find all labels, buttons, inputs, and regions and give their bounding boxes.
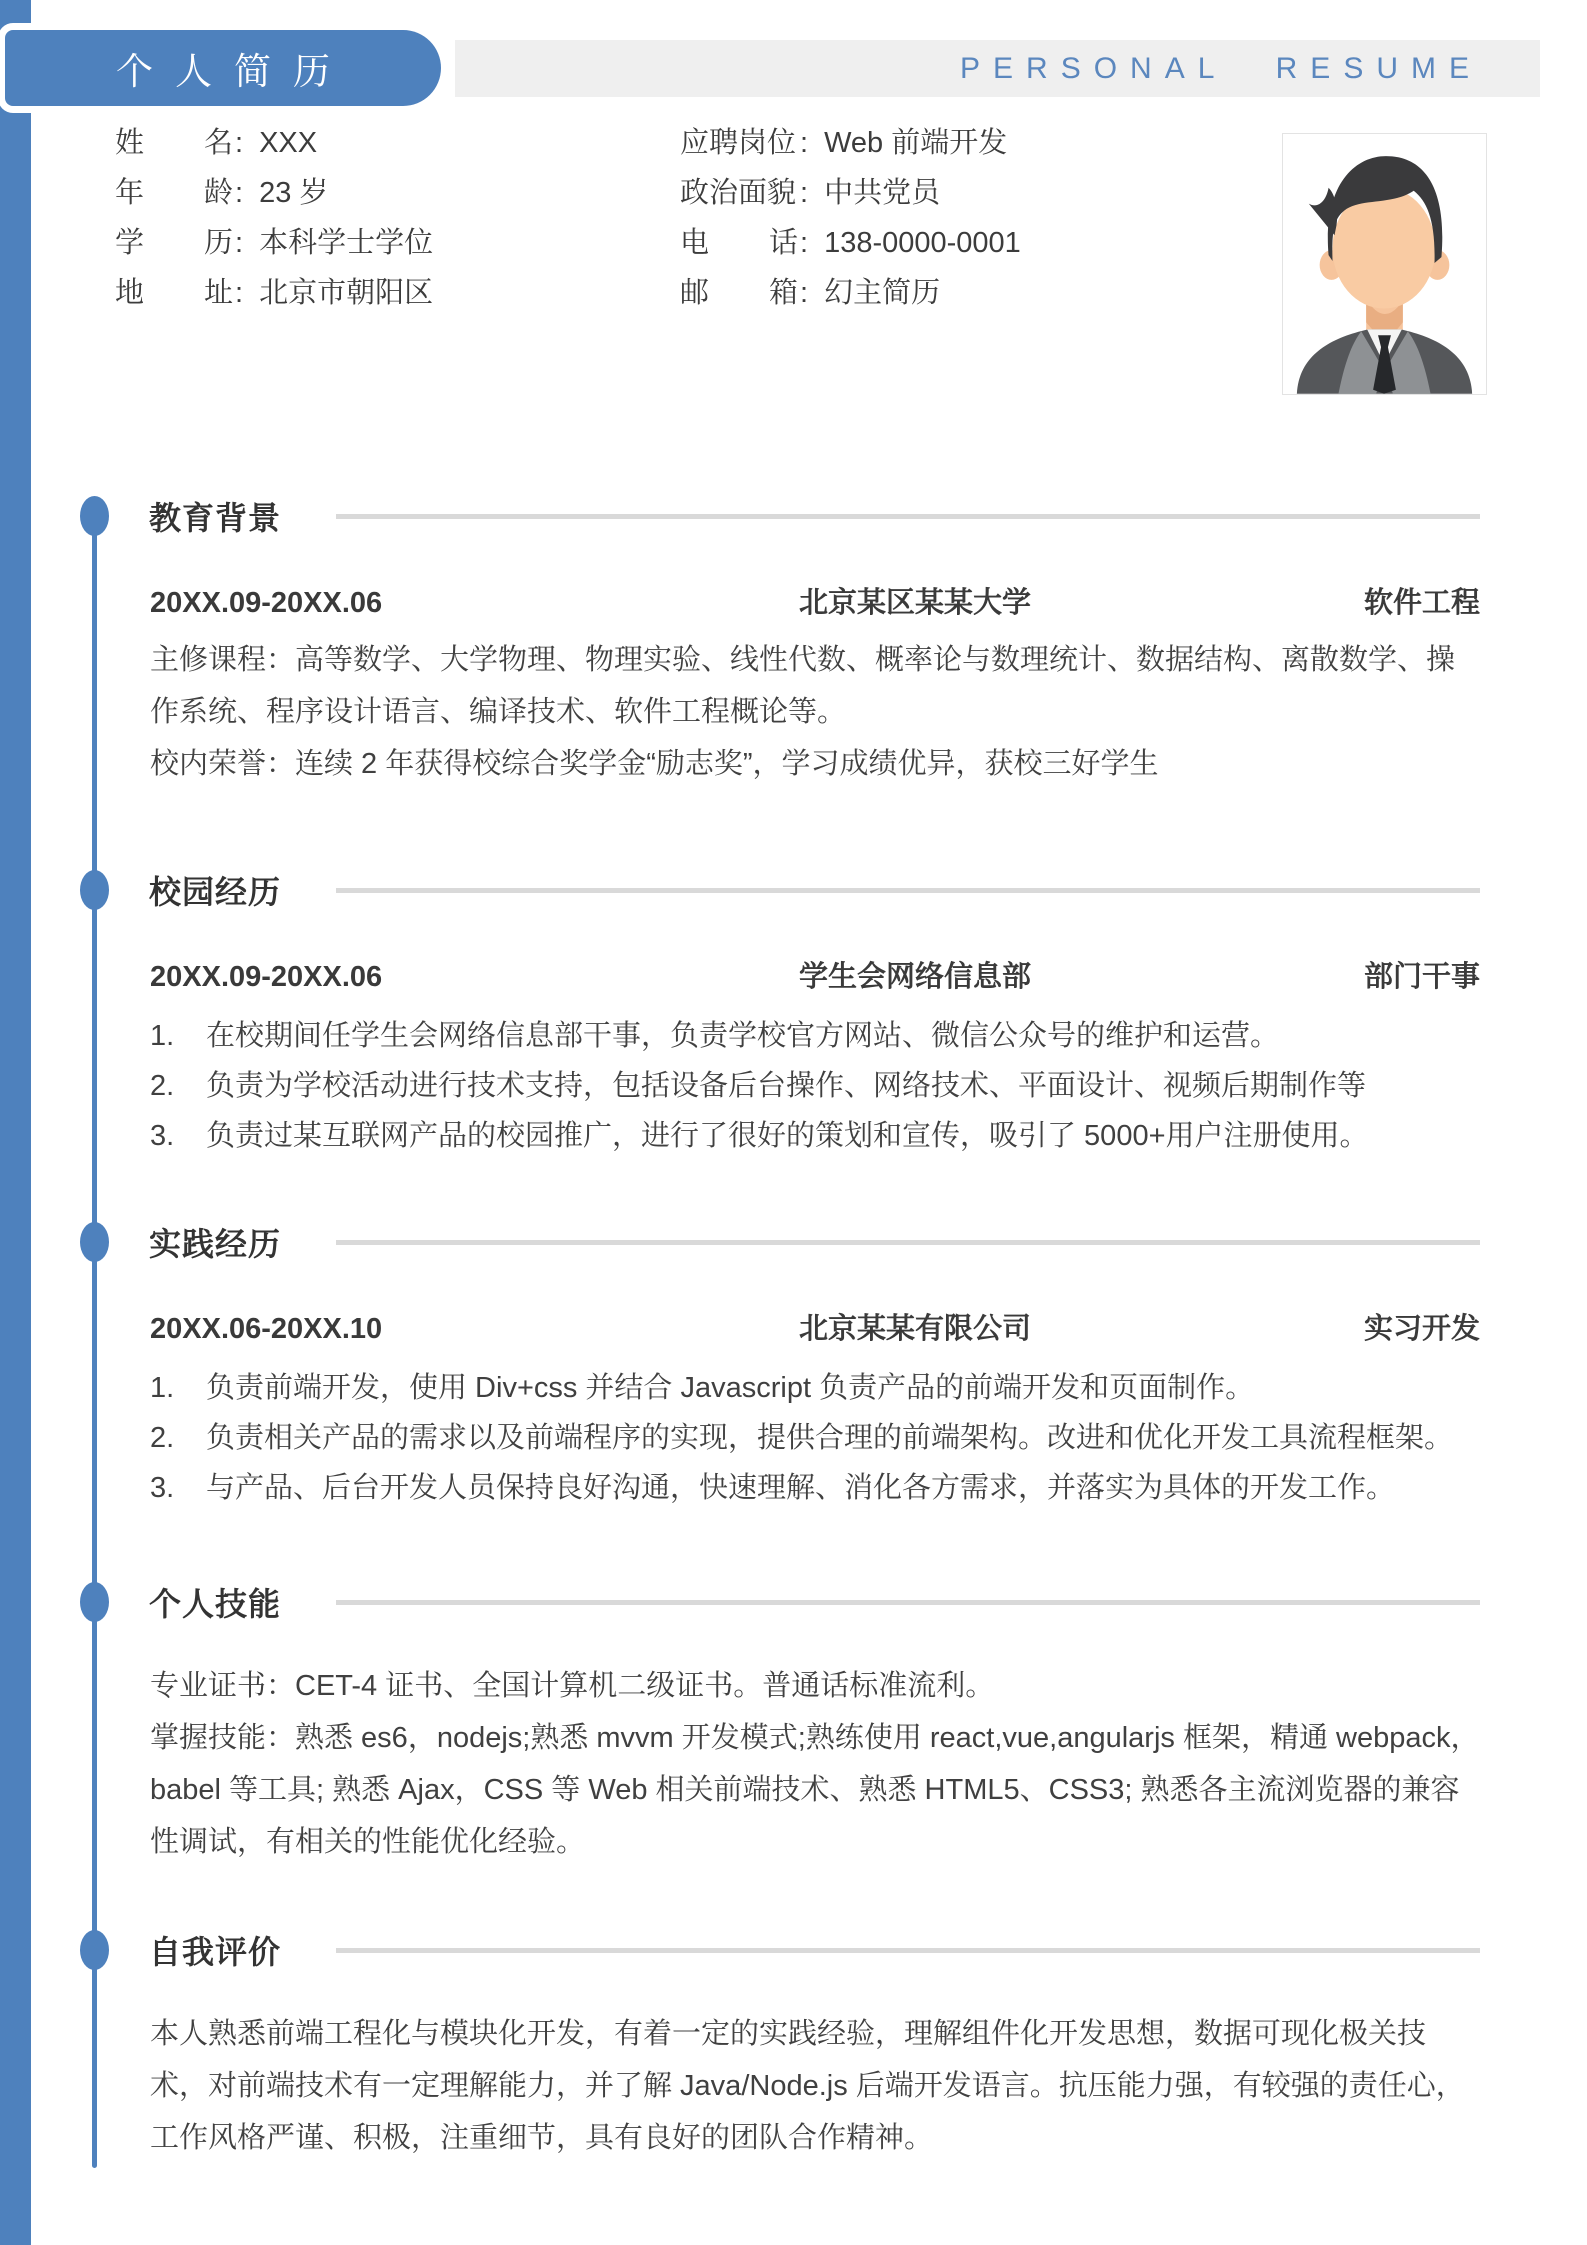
label-colon: :	[235, 277, 244, 309]
english-title-bar	[455, 40, 1540, 97]
skills-mastery: 掌握技能：熟悉 es6，nodejs;熟悉 mvvm 开发模式;熟练使用 react,vue,angularjs 框架，精通 webpack，babel 等工具; 熟悉 Ajax，CSS 等 Web 相关前端技术、熟悉 HTML5、CSS3; 熟悉各主流浏览器的兼容性调试，有相关的性能优化经验。	[150, 1722, 1480, 1858]
education-details	[150, 634, 1480, 790]
resume-sections	[0, 492, 1587, 2164]
section-title: 自我评价	[149, 1934, 282, 1970]
field-value: 中共党员	[824, 177, 941, 209]
organization: 学生会网络信息部	[798, 961, 1031, 993]
item-number: 1.	[150, 1020, 175, 1052]
timeline-dot-icon	[80, 496, 109, 536]
info-row-position	[680, 120, 1255, 159]
resume-title-pill	[5, 30, 441, 106]
section-body	[150, 954, 1480, 1156]
experience-item-list	[150, 1016, 1480, 1156]
list-item	[150, 1116, 1480, 1156]
experience-row	[150, 954, 1480, 994]
field-label: 姓 名	[115, 127, 233, 159]
section-title: 个人技能	[149, 1586, 282, 1622]
info-row-name	[115, 120, 680, 159]
timeline-dot-icon	[80, 1930, 109, 1970]
item-text: 在校期间任学生会网络信息部干事，负责学校官方网站、微信公众号的维护和运营。	[206, 1020, 1280, 1052]
section-practice-experience	[0, 1218, 1587, 1508]
field-value: 北京市朝阳区	[259, 277, 434, 309]
item-text: 负责为学校活动进行技术支持，包括设备后台操作、网络技术、平面设计、视频后期制作等	[206, 1070, 1367, 1102]
id-photo-frame	[1282, 133, 1487, 395]
section-header	[0, 492, 1587, 540]
organization: 北京某区某某大学	[798, 587, 1031, 619]
item-number: 1.	[150, 1372, 175, 1404]
timeline-dot-icon	[80, 870, 109, 910]
item-text: 负责相关产品的需求以及前端程序的实现，提供合理的前端架构。改进和优化开发工具流程框架。	[206, 1422, 1454, 1454]
section-header	[0, 1218, 1587, 1266]
experience-row	[150, 580, 1480, 620]
item-number: 3.	[150, 1472, 175, 1504]
timeline-dot-icon	[80, 1222, 109, 1262]
male-avatar-illustration	[1283, 134, 1486, 394]
info-row-political	[680, 170, 1255, 209]
section-body	[150, 2008, 1480, 2164]
education-courses: 主修课程：高等数学、大学物理、物理实验、线性代数、概率论与数理统计、数据结构、离散数学、操作系统、程序设计语言、编译技术、软件工程概论等。	[150, 644, 1456, 728]
section-body	[150, 580, 1480, 790]
role: 软件工程	[1363, 587, 1480, 619]
section-divider	[336, 1240, 1480, 1245]
item-text: 负责前端开发，使用 Div+css 并结合 Javascript 负责产品的前端开发和页面制作。	[206, 1372, 1255, 1404]
period: 20XX.09-20XX.06	[150, 587, 383, 619]
label-colon: :	[800, 277, 809, 309]
field-label: 政治面貌	[680, 177, 797, 209]
field-label: 年 龄	[115, 177, 233, 209]
field-label: 邮 箱	[680, 277, 798, 309]
page-title: 个人简历	[116, 51, 352, 92]
item-number: 2.	[150, 1070, 175, 1102]
field-label: 学 历	[115, 227, 233, 259]
field-value: Web 前端开发	[824, 127, 1008, 159]
info-row-degree	[115, 220, 680, 259]
label-colon: :	[800, 127, 809, 159]
evaluation-details	[150, 2008, 1480, 2164]
label-colon: :	[800, 227, 809, 259]
education-honors: 校内荣誉：连续 2 年获得校综合奖学金“励志奖”，学习成绩优异，获校三好学生	[150, 748, 1159, 780]
period: 20XX.06-20XX.10	[150, 1313, 383, 1345]
experience-row	[150, 1306, 1480, 1346]
info-column-right	[680, 120, 1255, 309]
role: 实习开发	[1363, 1313, 1480, 1345]
list-item	[150, 1016, 1480, 1056]
label-colon: :	[235, 177, 244, 209]
period: 20XX.09-20XX.06	[150, 961, 383, 993]
info-row-age	[115, 170, 680, 209]
field-value: 幻主简历	[824, 277, 941, 309]
section-title: 实践经历	[149, 1226, 282, 1262]
field-label: 电 话	[680, 227, 798, 259]
section-header	[0, 866, 1587, 914]
info-column-left	[115, 120, 680, 309]
evaluation-text: 本人熟悉前端工程化与模块化开发，有着一定的实践经验，理解组件化开发思想，数据可现化极关技术，对前端技术有一定理解能力，并了解 Java/Node.js 后端开发语言。抗压能力强，有较强的责任心，工作风格严谨、积极，注重细节，具有良好的团队合作精神。	[150, 2018, 1465, 2154]
field-value: 138-0000-0001	[824, 227, 1021, 259]
section-body	[150, 1306, 1480, 1508]
item-number: 3.	[150, 1120, 175, 1152]
section-divider	[336, 1600, 1480, 1605]
section-education	[0, 492, 1587, 790]
section-campus-experience	[0, 866, 1587, 1156]
experience-item-list	[150, 1368, 1480, 1508]
info-row-email	[680, 270, 1255, 309]
info-row-phone	[680, 220, 1255, 259]
personal-info	[115, 120, 1255, 309]
field-value: 23 岁	[259, 177, 329, 209]
field-value: 本科学士学位	[259, 227, 434, 259]
section-body	[150, 1660, 1480, 1868]
page-header	[0, 30, 1587, 108]
section-divider	[336, 514, 1480, 519]
field-value: XXX	[259, 127, 318, 159]
section-header	[0, 1578, 1587, 1626]
timeline-dot-icon	[80, 1582, 109, 1622]
organization: 北京某某有限公司	[798, 1313, 1031, 1345]
list-item	[150, 1468, 1480, 1508]
item-number: 2.	[150, 1422, 175, 1454]
field-label: 应聘岗位	[680, 127, 797, 159]
list-item	[150, 1066, 1480, 1106]
section-self-evaluation	[0, 1926, 1587, 2164]
section-title: 校园经历	[149, 874, 282, 910]
section-header	[0, 1926, 1587, 1974]
field-label: 地 址	[115, 277, 233, 309]
item-text: 与产品、后台开发人员保持良好沟通，快速理解、消化各方需求，并落实为具体的开发工作。	[206, 1472, 1396, 1504]
section-skills	[0, 1578, 1587, 1868]
role: 部门干事	[1363, 961, 1480, 993]
section-title: 教育背景	[149, 500, 282, 536]
list-item	[150, 1418, 1480, 1458]
section-divider	[336, 1948, 1480, 1953]
label-colon: :	[800, 177, 809, 209]
list-item	[150, 1368, 1480, 1408]
english-title: PERSONAL RESUME	[960, 51, 1482, 85]
section-divider	[336, 888, 1480, 893]
item-text: 负责过某互联网产品的校园推广，进行了很好的策划和宣传，吸引了 5000+用户注册使用。	[206, 1120, 1369, 1152]
skills-details	[150, 1660, 1480, 1868]
skills-certificates: 专业证书：CET-4 证书、全国计算机二级证书。普通话标准流利。	[150, 1670, 995, 1702]
info-row-address	[115, 270, 680, 309]
label-colon: :	[235, 127, 244, 159]
label-colon: :	[235, 227, 244, 259]
